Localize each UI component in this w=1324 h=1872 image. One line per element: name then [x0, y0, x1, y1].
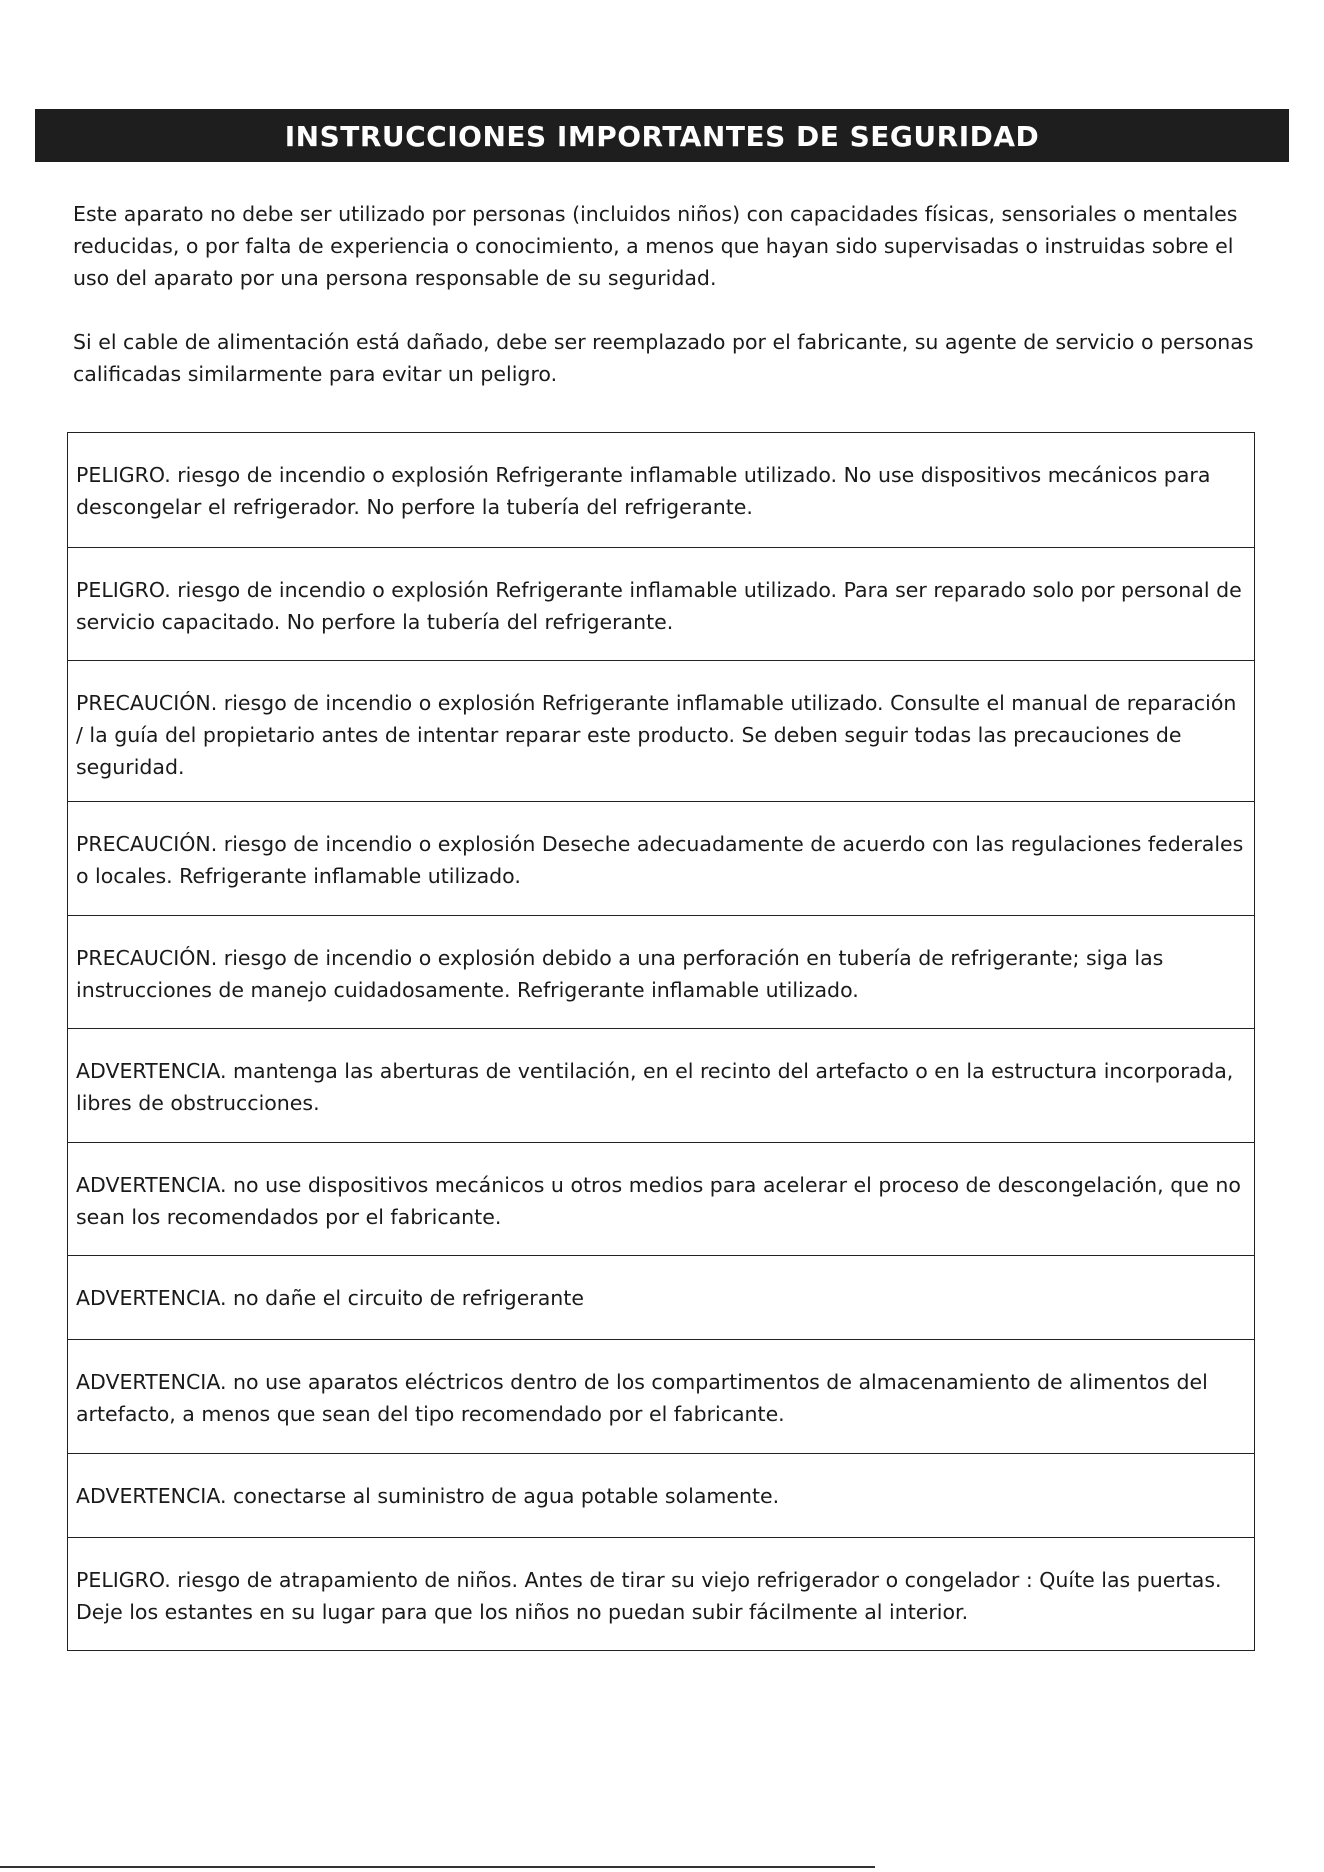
warning-row: ADVERTENCIA. no use aparatos eléctricos dentro de los compartimentos de almacenamiento de alimentos del artefacto, a menos que sean del tipo recomendado por el fabricante. [68, 1339, 1254, 1453]
warning-row: ADVERTENCIA. mantenga las aberturas de ventilación, en el recinto del artefacto o en la estructura incorporada, libres de obstrucciones. [68, 1028, 1254, 1142]
warning-row: PRECAUCIÓN. riesgo de incendio o explosión Deseche adecuadamente de acuerdo con las regulaciones federales o locales. Refrigerante inflamable utilizado. [68, 801, 1254, 915]
warning-row: PELIGRO. riesgo de atrapamiento de niños. Antes de tirar su viejo refrigerador o congelador : Quíte las puertas. Deje los estantes en su lugar para que los niños no puedan subir fácilmente al interior. [68, 1537, 1254, 1651]
intro-paragraph: Este aparato no debe ser utilizado por personas (incluidos niños) con capacidades físicas, sensoriales o mentales reducidas, o por falta de experiencia o conocimiento, a menos que hayan sido supervisadas o instruidas sobre el uso del aparato por una persona responsable de su seguridad. [73, 202, 1238, 290]
title-bar [35, 109, 1289, 162]
warning-row: PRECAUCIÓN. riesgo de incendio o explosión debido a una perforación en tubería de refrigerante; siga las instrucciones de manejo cuidadosamente. Refrigerante inflamable utilizado. [68, 915, 1254, 1029]
intro-paragraph: Si el cable de alimentación está dañado, debe ser reemplazado por el fabricante, su agente de servicio o personas calificadas similarmente para evitar un peligro. [73, 330, 1254, 386]
footer-rule [0, 1866, 875, 1868]
warning-row: ADVERTENCIA. no dañe el circuito de refrigerante [68, 1255, 1254, 1339]
warning-row: ADVERTENCIA. conectarse al suministro de agua potable solamente. [68, 1453, 1254, 1537]
warning-row: PRECAUCIÓN. riesgo de incendio o explosión Refrigerante inflamable utilizado. Consulte el manual de reparación / la guía del propietario antes de intentar reparar este producto. Se deben seguir todas las precauciones de seguridad. [68, 660, 1254, 801]
warnings-table [67, 432, 1255, 1651]
warning-row: PELIGRO. riesgo de incendio o explosión Refrigerante inflamable utilizado. No use dispositivos mecánicos para descongelar el refrigerador. No perfore la tubería del refrigerante. [76, 463, 1211, 519]
page-title: INSTRUCCIONES IMPORTANTES DE SEGURIDAD [284, 120, 1040, 153]
warning-row: PELIGRO. riesgo de incendio o explosión Refrigerante inflamable utilizado. Para ser reparado solo por personal de servicio capacitado. No perfore la tubería del refrigerante. [68, 547, 1254, 661]
warning-row: ADVERTENCIA. no use dispositivos mecánicos u otros medios para acelerar el proceso de descongelación, que no sean los recomendados por el fabricante. [68, 1142, 1254, 1256]
